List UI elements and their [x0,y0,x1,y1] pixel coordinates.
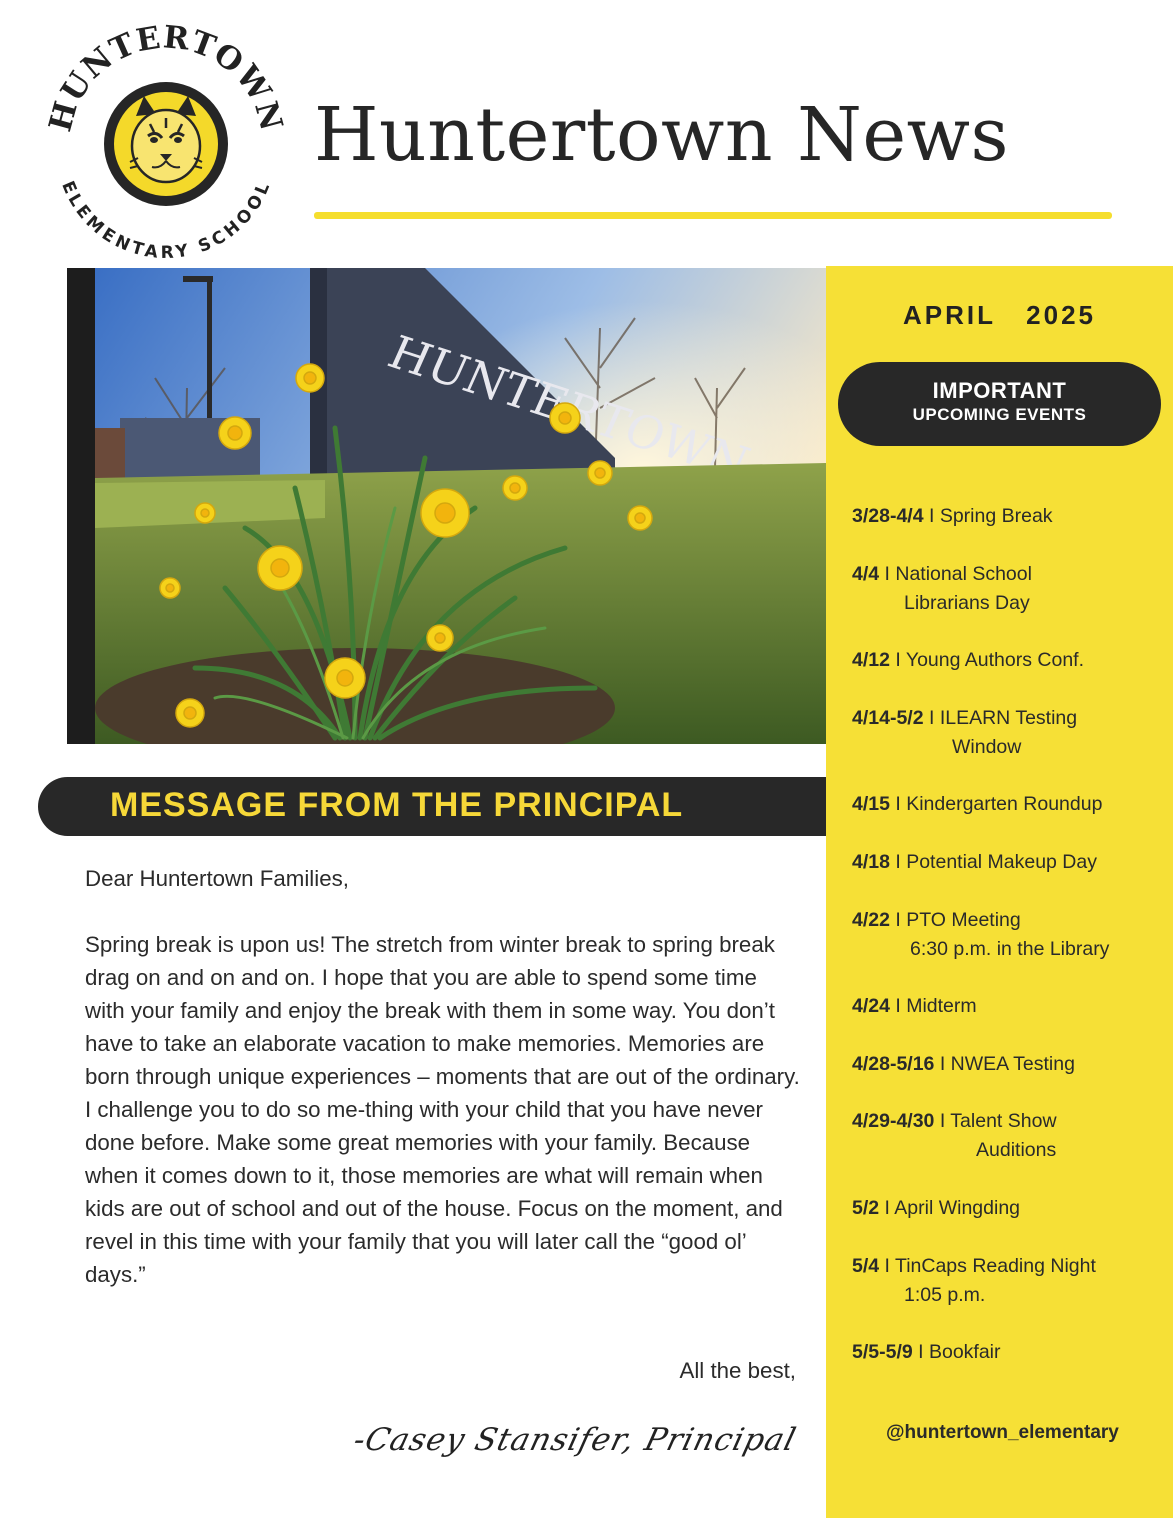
logo-arc-top: HUNTERTOWN [42,19,290,136]
title-underline [314,212,1112,219]
event-item: 4/22 I PTO Meeting 6:30 p.m. in the Library [852,908,1110,960]
issue-month: APRIL 2025 [902,300,1097,330]
event-item: 4/12 I Young Authors Conf. [852,649,1085,672]
events-heading-line1: IMPORTANT [932,378,1067,403]
event-item: 4/4 I National School Librarians Day [852,562,1032,614]
letter-body: Spring break is upon us! The stretch from winter break to spring break drag on and on and on. I hope that you are able to spend some time with your family and enjoy the break with them in some way. You don’t have to take an elaborate vacation to make memories. Memories are born through unique experiences – moments that are out of the ordinary. I challenge you to do so me-thing with your child that you have never done before. Make some great memories with your family. Because when it comes down to it, those memories are what will remain when kids are out of school and out of the house. Focus on the moment, and revel in this time with your family that you will later call the “good ol’ days.” [85,932,800,1287]
event-item: 4/29-4/30 I Talent Show Auditions [852,1110,1057,1162]
event-item: 4/14-5/2 I ILEARN Testing Window [852,706,1078,758]
events-list [852,502,1168,1396]
event-item: 4/24 I Midterm [852,995,977,1018]
letter-closing: All the best, [679,1358,796,1383]
event-item: 5/4 I TinCaps Reading Night 1:05 p.m. [852,1254,1096,1306]
photo-frame-bar [67,268,95,744]
events-heading-pill [838,362,1161,446]
signature-text: -Casey Stansifer, Principal [349,1422,800,1458]
school-logo [40,18,292,270]
event-item: 4/28-5/16 I NWEA Testing [852,1052,1075,1075]
event-item: 5/5-5/9 I Bookfair [852,1341,1001,1364]
newsletter-title: Huntertown News [314,92,1009,178]
principal-banner [38,777,826,836]
daffodil-sign-photo [95,268,826,744]
bobcat-icon [130,96,202,182]
event-item: 4/15 I Kindergarten Roundup [852,793,1103,816]
events-sidebar [826,266,1173,1518]
logo-arc-bottom: ELEMENTARY SCHOOL [57,178,275,264]
principal-signature [340,1410,800,1470]
event-item: 5/2 I April Wingding [852,1196,1021,1219]
social-handle[interactable]: @huntertown_elementary [886,1422,1119,1443]
principal-letter [85,862,800,1291]
letter-greeting: Dear Huntertown Families, [85,866,349,891]
event-item: 4/18 I Potential Makeup Day [852,850,1097,873]
principal-heading: MESSAGE FROM THE PRINCIPAL [110,786,684,824]
events-heading-line2: UPCOMING EVENTS [912,405,1087,424]
event-item: 3/28-4/4 I Spring Break [852,505,1053,527]
